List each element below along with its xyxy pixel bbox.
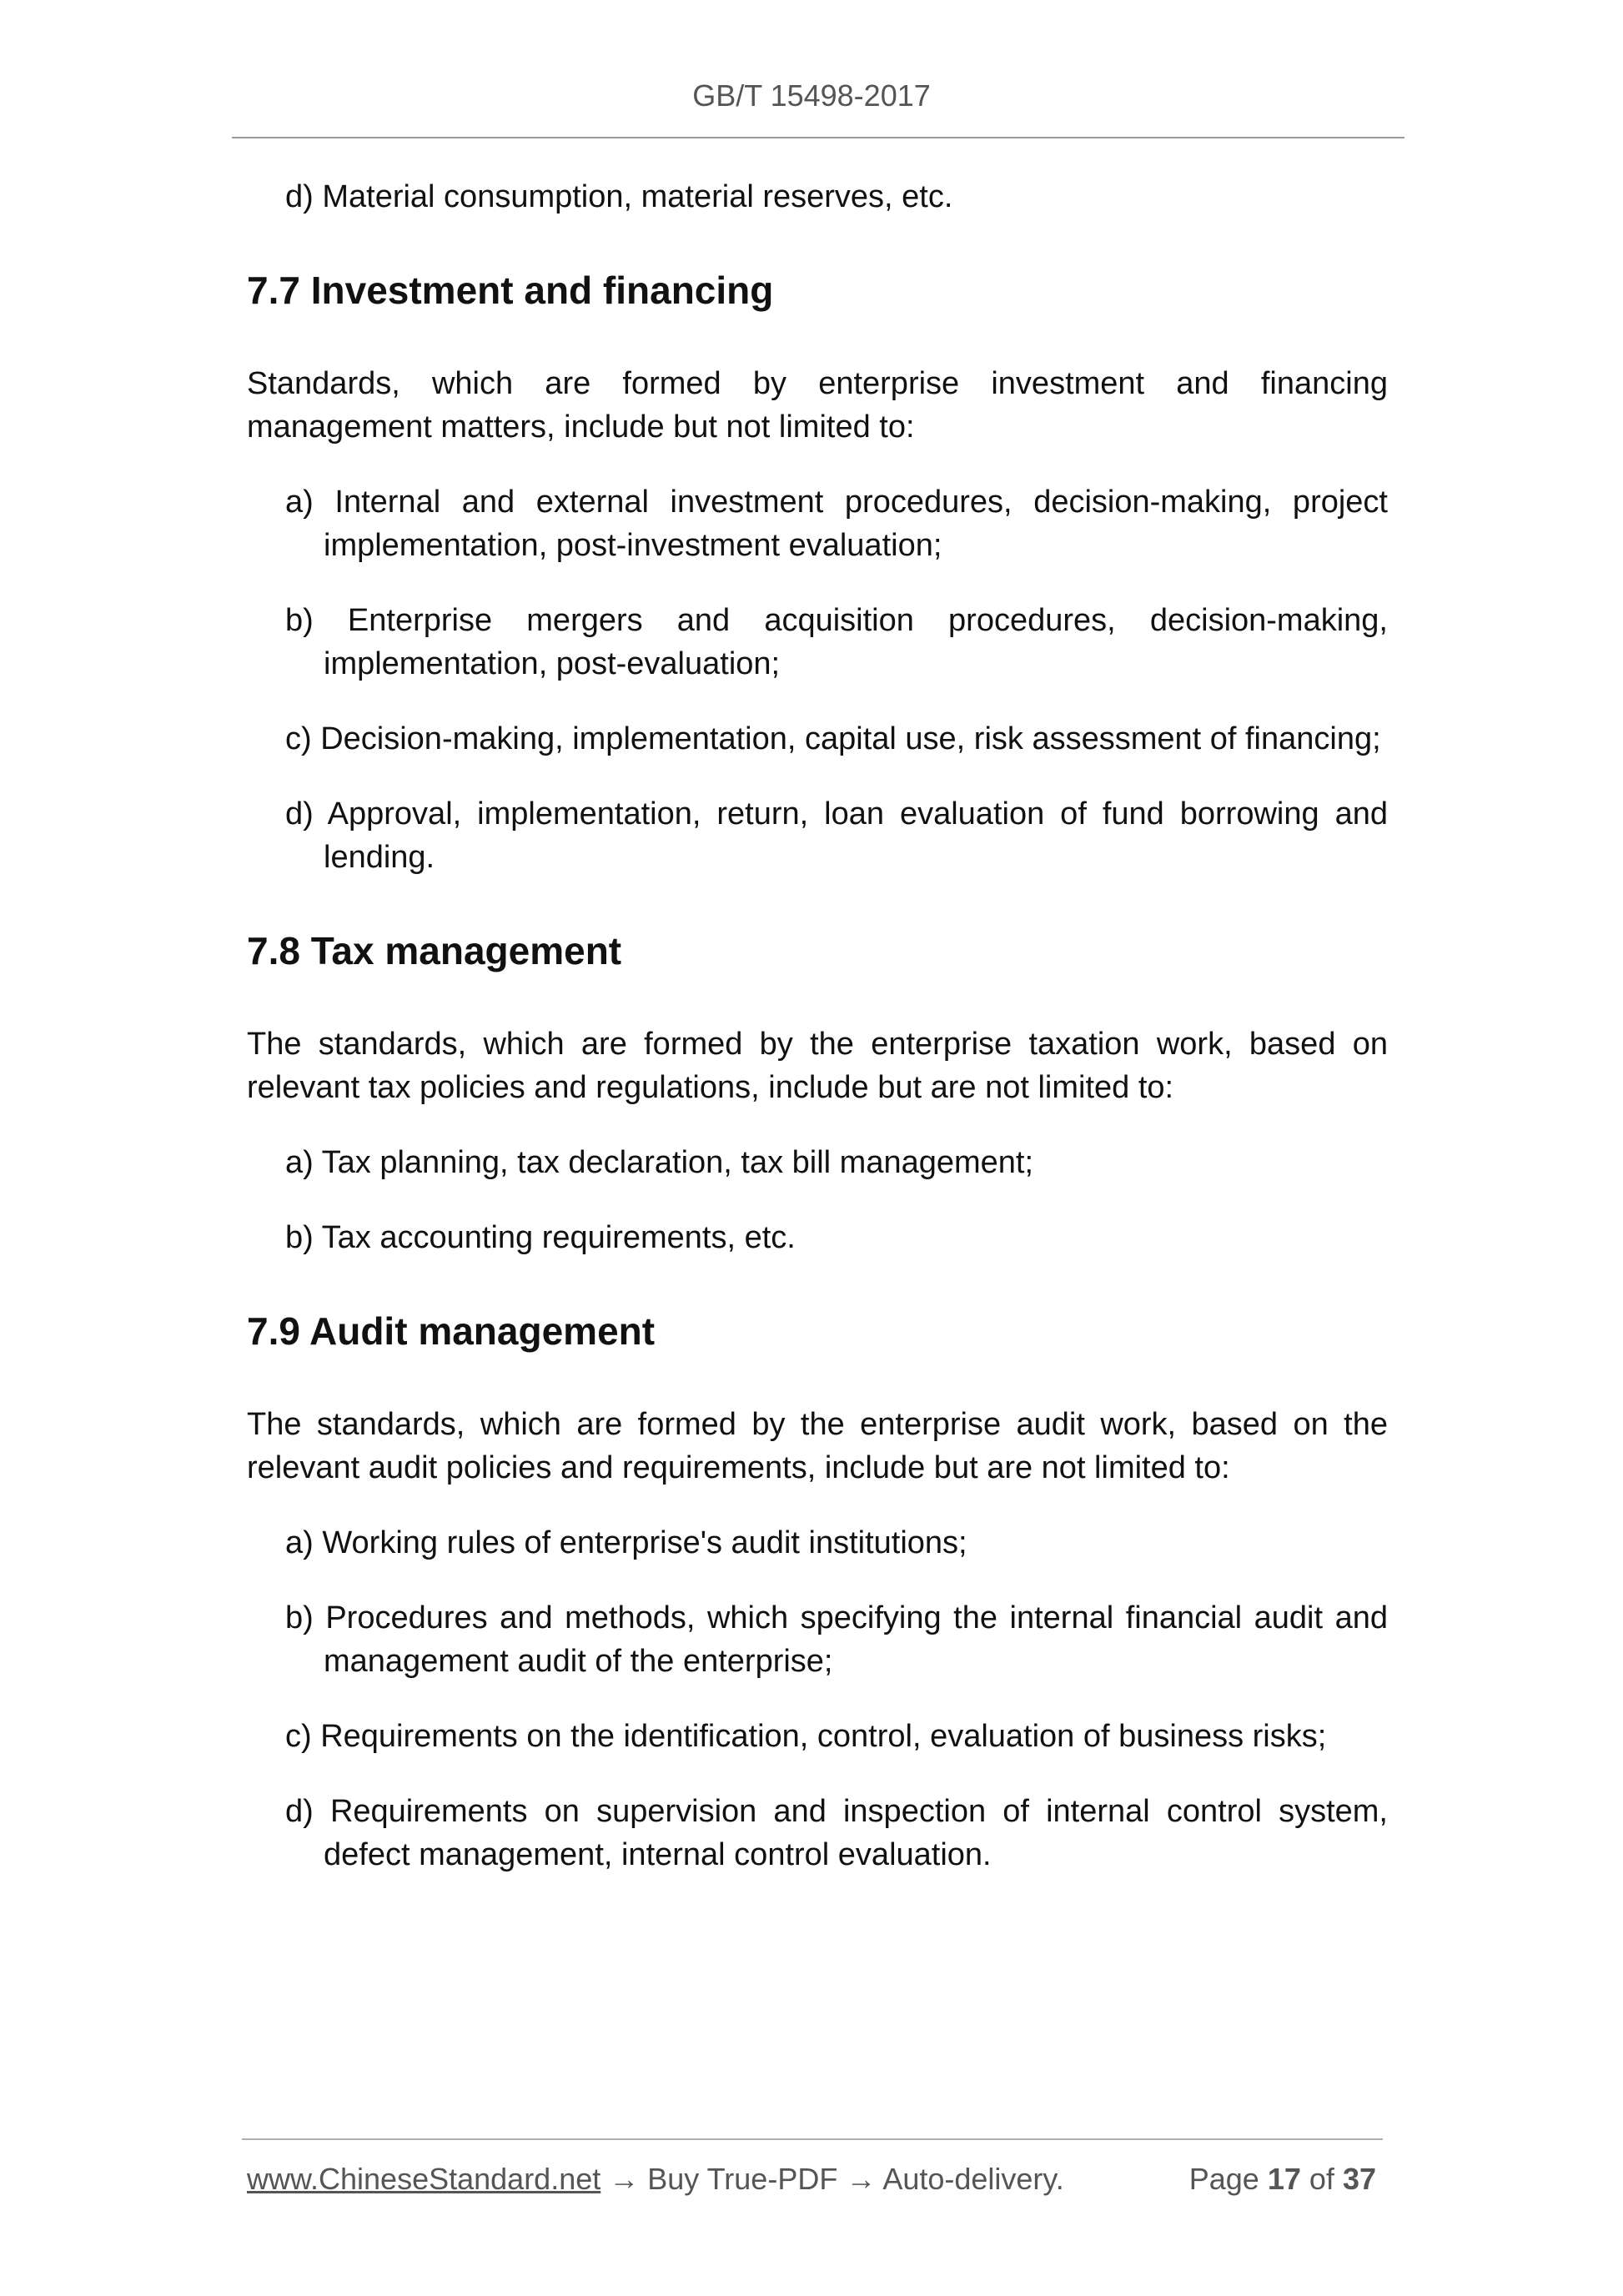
page-counter — [1189, 2162, 1376, 2197]
page-total: 37 — [1342, 2162, 1376, 2196]
section-intro-7-7: Standards, which are formed by enterprise investment and financing management matters, include but not limited to: — [247, 366, 1388, 445]
document-id-header: GB/T 15498-2017 — [692, 78, 931, 113]
footer-divider — [242, 2138, 1383, 2140]
site-link[interactable]: www.ChineseStandard.net — [247, 2162, 601, 2196]
list-item: b) Tax accounting requirements, etc. — [285, 1220, 796, 1255]
of-label: of — [1309, 2162, 1334, 2196]
page-content — [247, 167, 1388, 1876]
section-heading-7-8: 7.8 Tax management — [247, 929, 622, 972]
page-label: Page — [1188, 2162, 1259, 2196]
footer-promo — [247, 2162, 1064, 2197]
list-item: a) Tax planning, tax declaration, tax bill management; — [285, 1145, 1034, 1180]
list-item: c) Requirements on the identification, control, evaluation of business risks; — [285, 1719, 1327, 1754]
list-item: b) Enterprise mergers and acquisition procedures, decision-making, implementation, post-evaluation; — [285, 603, 1388, 681]
list-item: a) Working rules of enterprise's audit institutions; — [285, 1525, 967, 1560]
list-item: a) Internal and external investment procedures, decision-making, project implementation, post-investment evaluation; — [285, 485, 1388, 563]
section-intro-7-8: The standards, which are formed by the enterprise taxation work, based on relevant tax policies and regulations, include but are not limited to: — [247, 1027, 1388, 1105]
page-footer — [247, 2162, 1376, 2203]
list-item: d) Material consumption, material reserves, etc. — [285, 179, 953, 214]
list-item: c) Decision-making, implementation, capital use, risk assessment of financing; — [285, 721, 1381, 756]
list-item: d) Approval, implementation, return, loan evaluation of fund borrowing and lending. — [285, 796, 1388, 875]
section-heading-7-9: 7.9 Audit management — [247, 1309, 656, 1353]
section-intro-7-9: The standards, which are formed by the enterprise audit work, based on the relevant audit policies and requirements, include but are not limited to: — [247, 1407, 1388, 1485]
header-divider — [232, 137, 1404, 138]
list-item: b) Procedures and methods, which specifying the internal financial audit and management audit of the enterprise; — [285, 1600, 1388, 1679]
promo-text: → Buy True-PDF → Auto-delivery. — [600, 2162, 1064, 2196]
section-heading-7-7: 7.7 Investment and financing — [247, 269, 774, 312]
page-number: 17 — [1267, 2162, 1301, 2196]
list-item: d) Requirements on supervision and inspection of internal control system, defect management, internal control evaluation. — [285, 1794, 1388, 1872]
